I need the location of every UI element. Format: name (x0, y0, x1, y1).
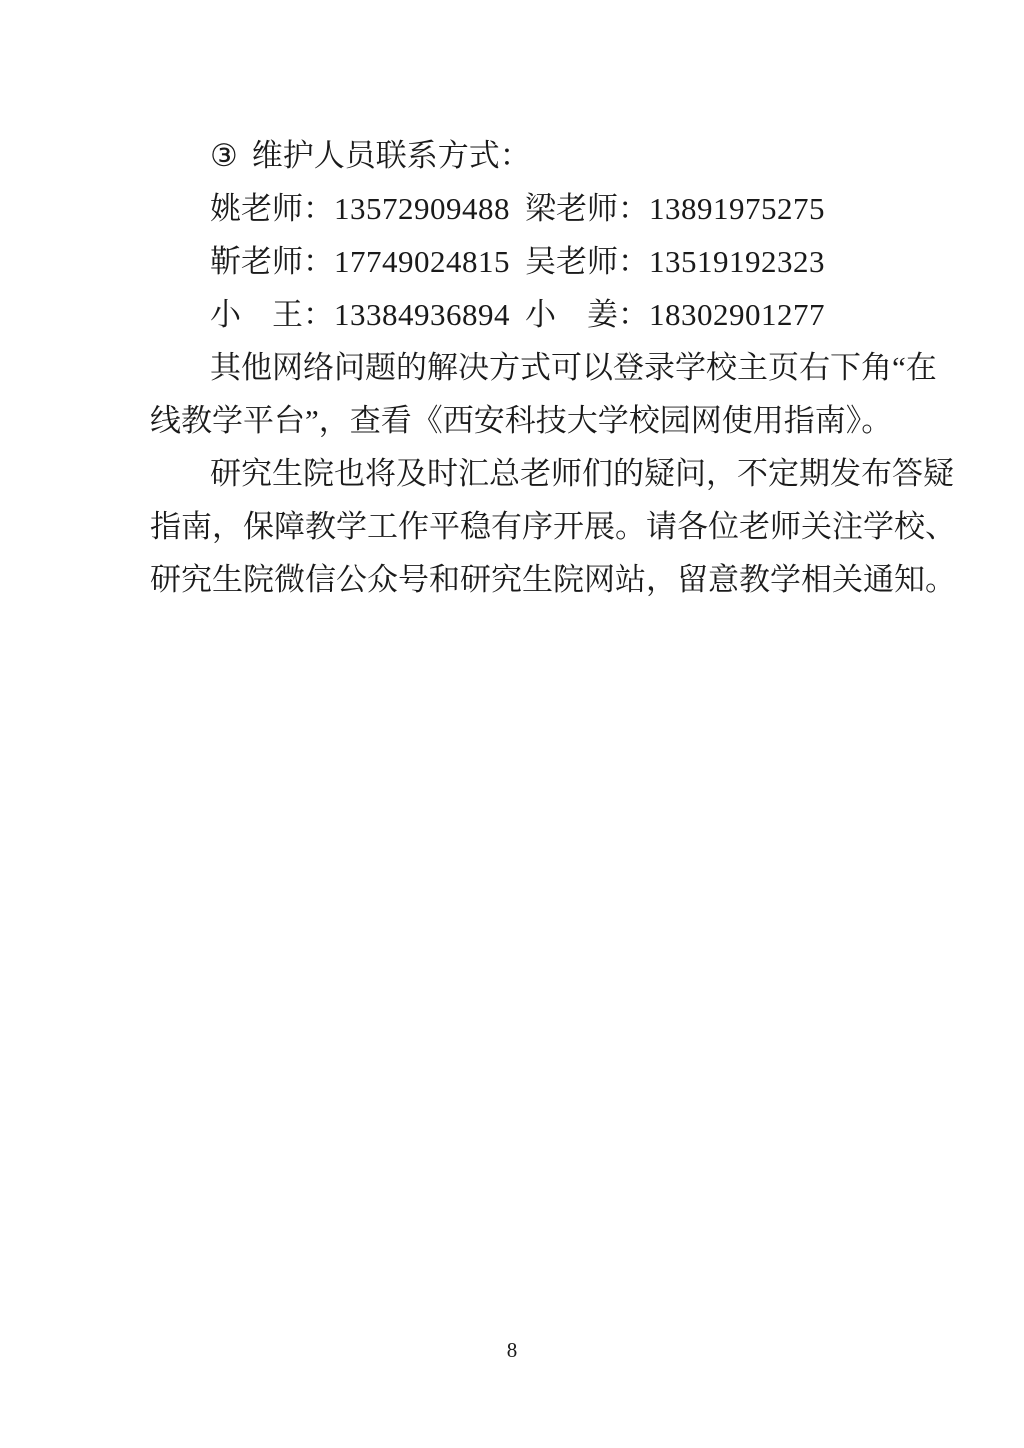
contact-phone: 18302901277 (649, 297, 825, 332)
contact-phone: 17749024815 (334, 244, 510, 279)
contact-entry (525, 182, 876, 235)
fullwidth-colon: ： (303, 191, 334, 226)
paragraph (150, 341, 937, 447)
fullwidth-colon: ： (303, 244, 334, 279)
contact-phone: 13891975275 (649, 191, 825, 226)
contact-row (150, 235, 876, 288)
contact-name: 梁老师 (525, 191, 618, 226)
contact-phone: 13384936894 (334, 297, 510, 332)
text-line: 指南，保障教学工作平稳有序开展。请各位老师关注学校、 (150, 509, 956, 544)
section-heading (150, 129, 876, 182)
text-line: 其他网络问题的解决方式可以登录学校主页右下角“在 (210, 350, 937, 385)
contact-phone: 13519192323 (649, 244, 825, 279)
circled-three-marker: ③ (210, 138, 238, 173)
contact-entry (525, 288, 876, 341)
contact-name: 姚老师 (210, 191, 303, 226)
contact-entry (210, 182, 525, 235)
contact-name: 小 王 (210, 297, 303, 332)
fullwidth-colon: ： (618, 297, 649, 332)
fullwidth-colon: ： (303, 297, 334, 332)
contact-entry (210, 235, 525, 288)
fullwidth-colon: ： (618, 191, 649, 226)
text-line: 研究生院也将及时汇总老师们的疑问，不定期发布答疑 (210, 456, 954, 491)
text-line: 线教学平台”，查看《西安科技大学校园网使用指南》。 (150, 403, 893, 438)
contact-entry (210, 288, 525, 341)
document-content (150, 129, 956, 606)
contact-phone: 13572909488 (334, 191, 510, 226)
section-heading-text: 维护人员联系方式： (251, 138, 531, 173)
contact-name: 靳老师 (210, 244, 303, 279)
fullwidth-colon: ： (618, 244, 649, 279)
contact-name: 小 姜 (525, 297, 618, 332)
contact-entry (525, 235, 876, 288)
text-line: 研究生院微信公众号和研究生院网站，留意教学相关通知。 (150, 562, 956, 597)
page-number: 8 (506, 1338, 518, 1362)
contact-row (150, 288, 876, 341)
paragraph (150, 447, 956, 606)
contact-name: 吴老师 (525, 244, 618, 279)
contact-row (150, 182, 876, 235)
